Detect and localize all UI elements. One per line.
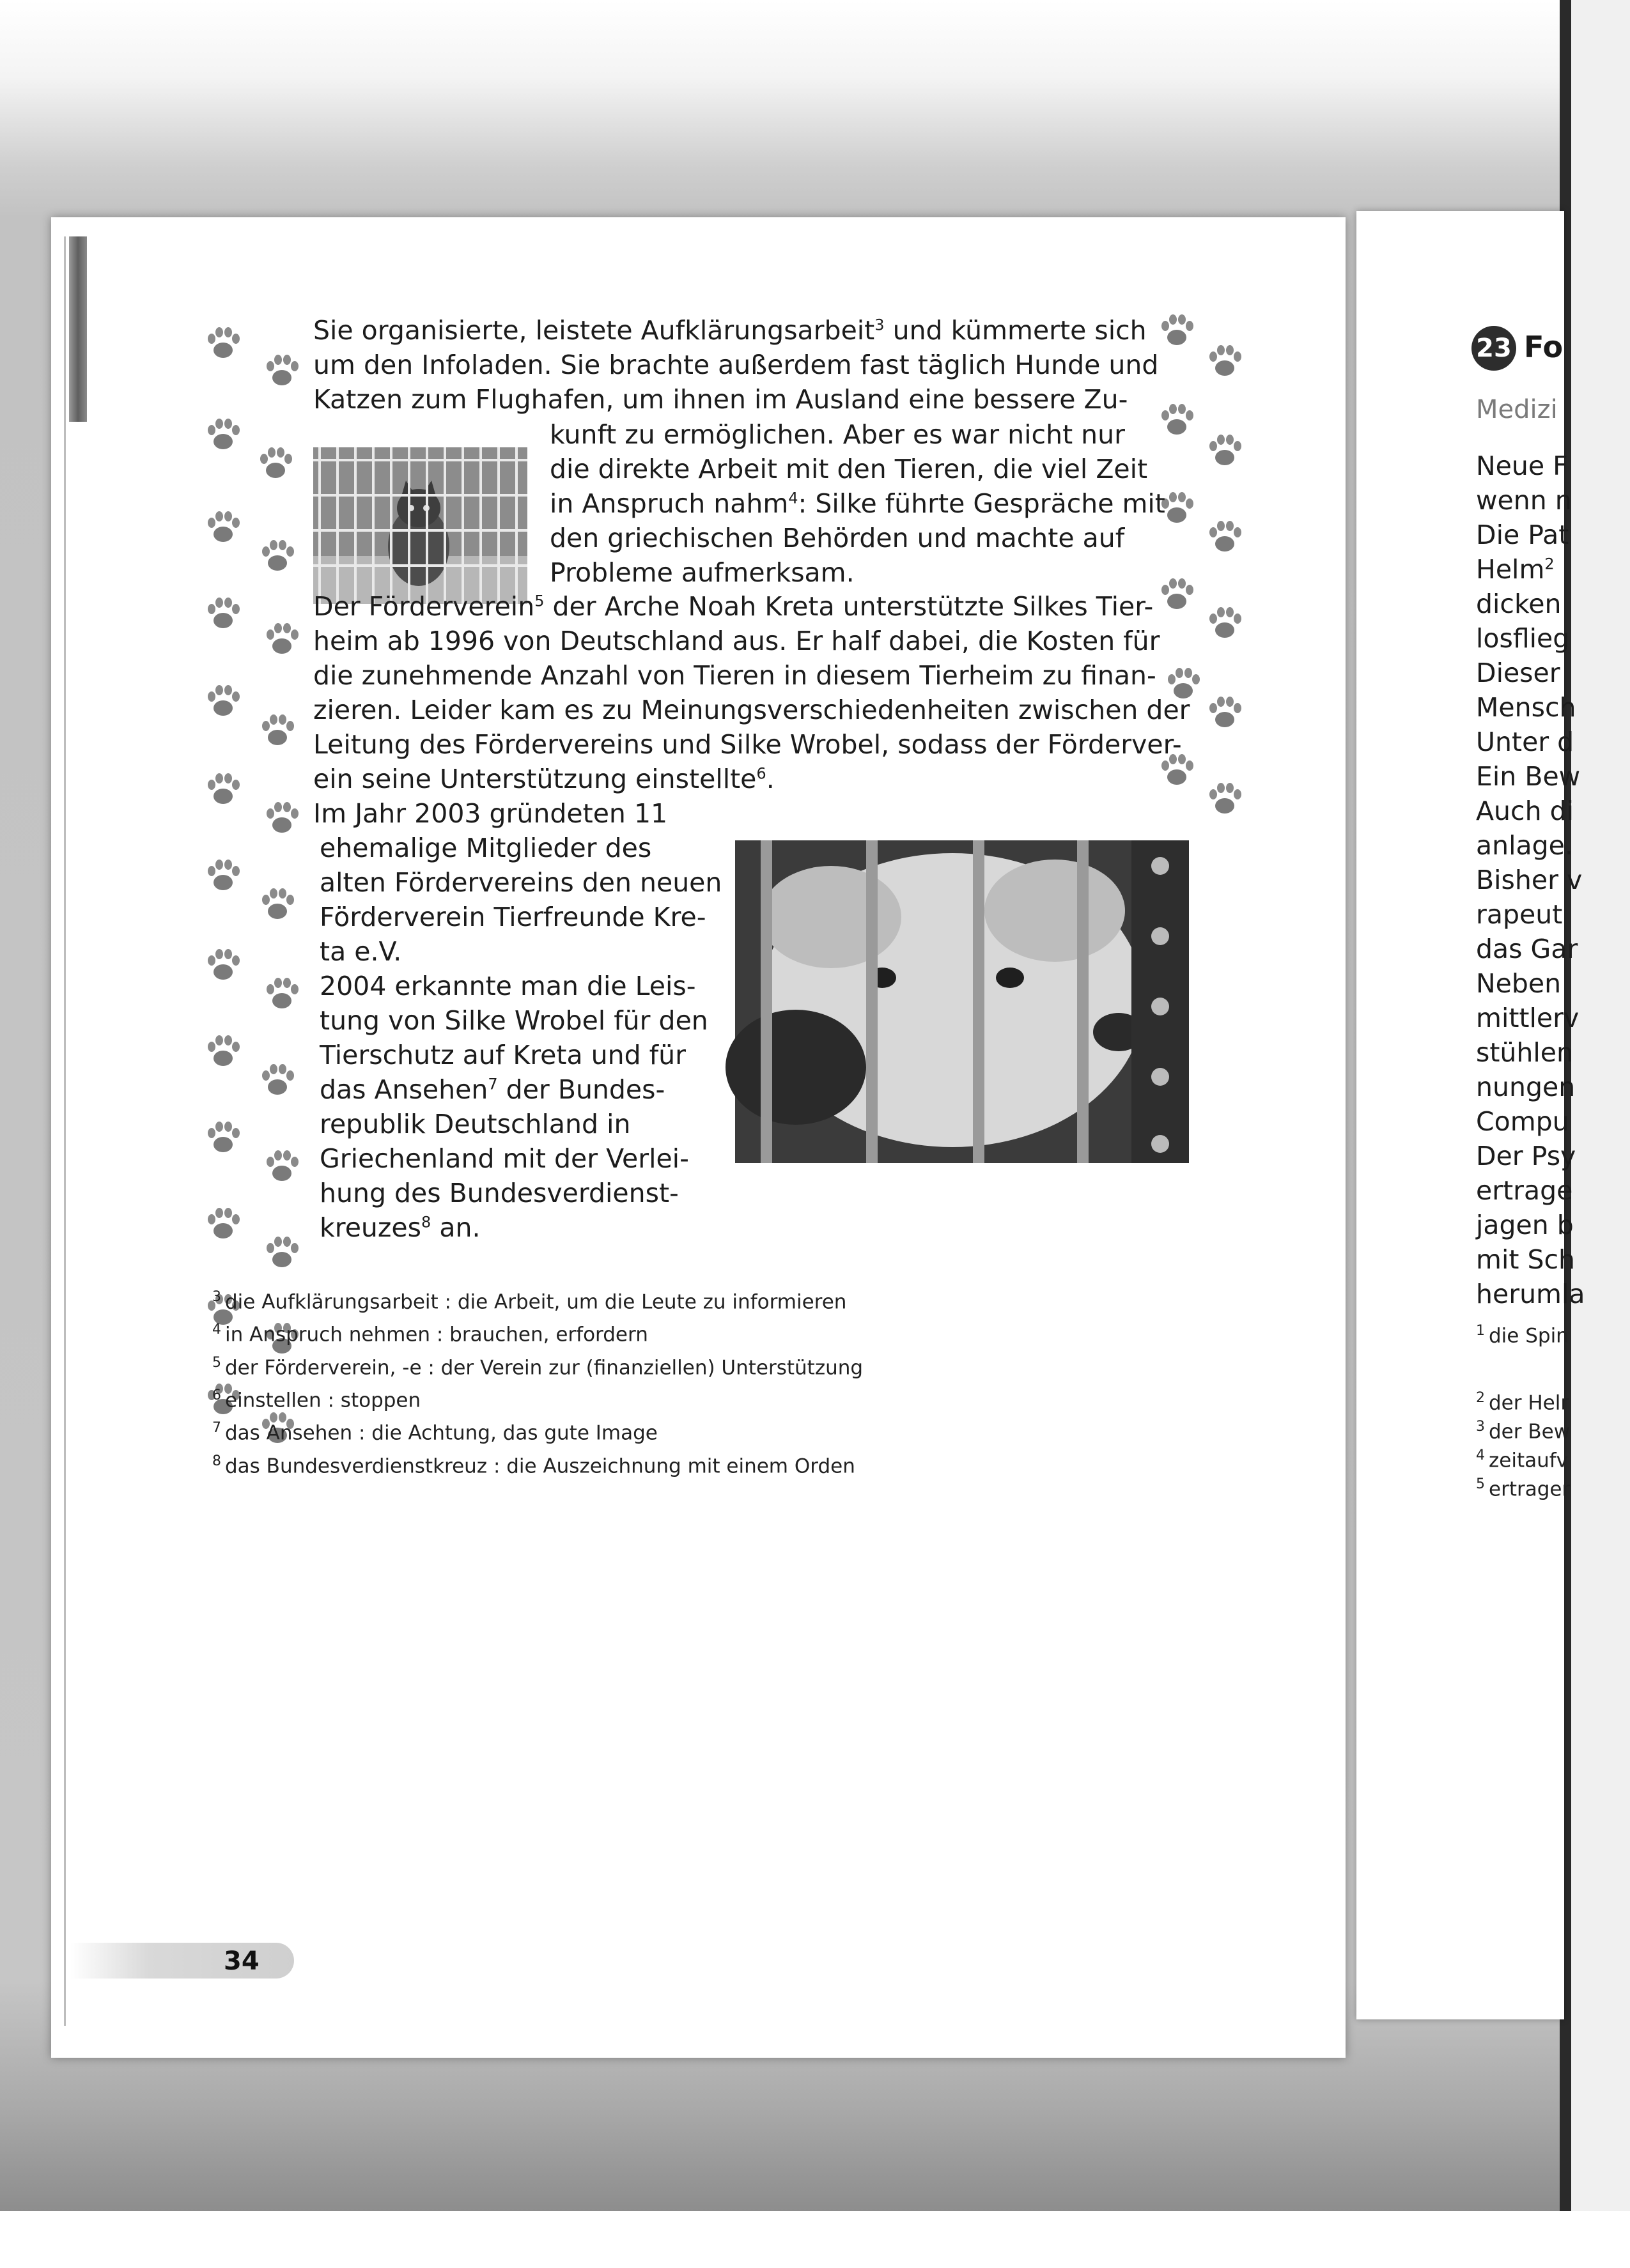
paw-icon <box>259 617 305 663</box>
footnote: $^3$ der Bew <box>1476 1419 1571 1444</box>
text-line: hung des Bundesverdienst- <box>320 1178 679 1208</box>
paw-icon <box>1202 690 1248 736</box>
text-line: Griechenland mit der Verlei- <box>320 1143 689 1174</box>
footnote: $^8$ das Bundesverdienstkreuz : die Auszeichnung mit einem Orden <box>212 1453 855 1477</box>
text-line: mit Sch <box>1476 1244 1575 1275</box>
paw-icon <box>200 505 246 551</box>
text-line: Die Pat <box>1476 520 1569 550</box>
paw-icon <box>200 412 246 458</box>
text-line: Im Jahr 2003 gründeten 11 <box>313 798 668 829</box>
text-line: das Ansehen$^7$ der Bundes- <box>320 1074 665 1105</box>
paw-icon <box>200 1115 246 1161</box>
footnote: $^4$ zeitaufv <box>1476 1447 1569 1472</box>
text-line: 2004 erkannte man die Leis- <box>320 971 696 1001</box>
footnote: $^7$ das Ansehen : die Achtung, das gute Image <box>212 1420 658 1445</box>
text-line: Leitung des Fördervereins und Silke Wrobel, sodass der Förderver- <box>313 729 1182 760</box>
paw-icon <box>200 1029 246 1075</box>
footnote: $^5$ ertrager <box>1476 1476 1571 1501</box>
paw-icon <box>1202 514 1248 560</box>
text-line: Mensch <box>1476 692 1576 723</box>
paw-icon <box>252 441 299 487</box>
binding-bar <box>69 236 87 422</box>
paw-icon <box>200 853 246 899</box>
text-line: tung von Silke Wrobel für den <box>320 1005 708 1036</box>
paw-icon <box>259 1144 305 1190</box>
text-line: zieren. Leider kam es zu Meinungsverschiedenheiten zwischen der <box>313 695 1190 725</box>
page-number <box>70 1943 294 1979</box>
text-line: Dieser <box>1476 658 1560 688</box>
paw-icon <box>259 1230 305 1276</box>
text-line: jagen b <box>1476 1210 1574 1240</box>
dog-behind-bars-photo <box>735 840 1189 1163</box>
text-line: alten Fördervereins den neuen <box>320 867 722 898</box>
paw-icon <box>1202 428 1248 474</box>
text-line: Auch di <box>1476 796 1574 826</box>
text-line: stühlen <box>1476 1037 1574 1068</box>
paw-icon <box>1154 397 1200 444</box>
text-line: losflieg <box>1476 623 1570 654</box>
text-line: mittlerv <box>1476 1003 1580 1033</box>
text-line: um den Infoladen. Sie brachte außerdem fast täglich Hunde und <box>313 350 1159 380</box>
text-line: Katzen zum Flughafen, um ihnen im Ausland eine bessere Zu- <box>313 384 1128 415</box>
chapter-number-badge: 23 <box>1471 326 1516 371</box>
page-number-label: 34 <box>224 1947 260 1976</box>
paw-icon <box>254 1058 300 1104</box>
footnote: $^6$ einstellen : stoppen <box>212 1387 421 1412</box>
text-line: anlage. <box>1476 830 1573 861</box>
text-line: heim ab 1996 von Deutschland aus. Er half dabei, die Kosten für <box>313 626 1160 656</box>
binding-line <box>64 236 66 2026</box>
scanner-edge <box>1568 0 1630 2211</box>
paw-icon <box>259 348 305 394</box>
dog-photo-graphic <box>735 840 1189 1163</box>
text-line: Probleme aufmerksam. <box>550 557 855 588</box>
footnote: $^3$ die Aufklärungsarbeit : die Arbeit, um die Leute zu informieren <box>212 1289 847 1314</box>
text-line: die direkte Arbeit mit den Tieren, die viel Zeit <box>550 454 1148 484</box>
text-line: ta e.V. <box>320 936 402 967</box>
text-line: Sie organisierte, leistete Aufklärungsarbeit$^3$ und kümmerte sich <box>313 315 1147 346</box>
text-line: herumla <box>1476 1279 1585 1309</box>
chapter-title: Fo <box>1524 330 1564 364</box>
footnote: $^1$ die Spin <box>1476 1323 1569 1348</box>
text-line: republik Deutschland in <box>320 1109 631 1139</box>
text-line: Compu <box>1476 1106 1569 1137</box>
text-line: kunft zu ermöglichen. Aber es war nicht nur <box>550 419 1125 450</box>
footnote: $^5$ der Förderverein, -e : der Verein zur (finanziellen) Unterstützung <box>212 1354 864 1379</box>
paw-icon <box>1154 572 1200 618</box>
paw-icon <box>200 943 246 989</box>
cat-in-cage-photo <box>313 447 527 604</box>
text-line: Neue F <box>1476 451 1568 481</box>
text-line: das Gar <box>1476 934 1578 964</box>
text-line: Der Förderverein$^5$ der Arche Noah Kreta unterstützte Silkes Tier- <box>313 591 1154 622</box>
cat-photo-graphic <box>313 447 527 604</box>
text-line: Tierschutz auf Kreta und für <box>320 1040 686 1070</box>
text-line: Helm$^2$ <box>1476 554 1555 585</box>
paw-icon <box>259 971 305 1017</box>
text-line: in Anspruch nahm$^4$: Silke führte Gespräche mit <box>550 488 1165 519</box>
text-line: ehemalige Mitglieder des <box>320 833 652 863</box>
paw-icon <box>200 767 246 813</box>
paw-icon <box>200 321 246 367</box>
text-line: Neben <box>1476 968 1562 999</box>
paw-icon <box>259 796 305 842</box>
paw-icon <box>254 708 300 754</box>
text-line: nungen <box>1476 1072 1576 1102</box>
text-line: Förderverein Tierfreunde Kre- <box>320 902 706 932</box>
paw-icon <box>1202 339 1248 385</box>
text-line: ein seine Unterstützung einstellte$^6$. <box>313 764 775 794</box>
text-line: ertrage <box>1476 1175 1573 1206</box>
section-title: Medizi <box>1476 395 1558 424</box>
paw-icon <box>1154 308 1200 354</box>
paw-icon <box>254 882 300 928</box>
paw-icon <box>254 534 300 580</box>
footnotes <box>212 1283 863 1480</box>
text-line: wenn n <box>1476 485 1572 516</box>
text-line: die zunehmende Anzahl von Tieren in diesem Tierheim zu finan- <box>313 660 1156 691</box>
text-line: Ein Bew <box>1476 761 1581 792</box>
right-page <box>1356 211 1585 2019</box>
footnote: $^2$ der Helr <box>1476 1390 1569 1415</box>
paw-icon <box>1202 601 1248 647</box>
paw-icon <box>200 679 246 725</box>
text-line: kreuzes$^8$ an. <box>320 1212 481 1243</box>
paw-icon <box>1202 776 1248 822</box>
text-line: dicken <box>1476 589 1562 619</box>
paw-icon <box>200 591 246 637</box>
text-line: den griechischen Behörden und machte auf <box>550 523 1125 553</box>
text-line: Bisher v <box>1476 865 1583 895</box>
text-line: Der Psy <box>1476 1141 1576 1171</box>
footnote: $^4$ in Anspruch nehmen : brauchen, erfordern <box>212 1322 648 1346</box>
left-page <box>51 217 1346 2058</box>
text-line: Unter d <box>1476 727 1574 757</box>
text-line: rapeut <box>1476 899 1563 930</box>
paw-icon <box>200 1201 246 1247</box>
